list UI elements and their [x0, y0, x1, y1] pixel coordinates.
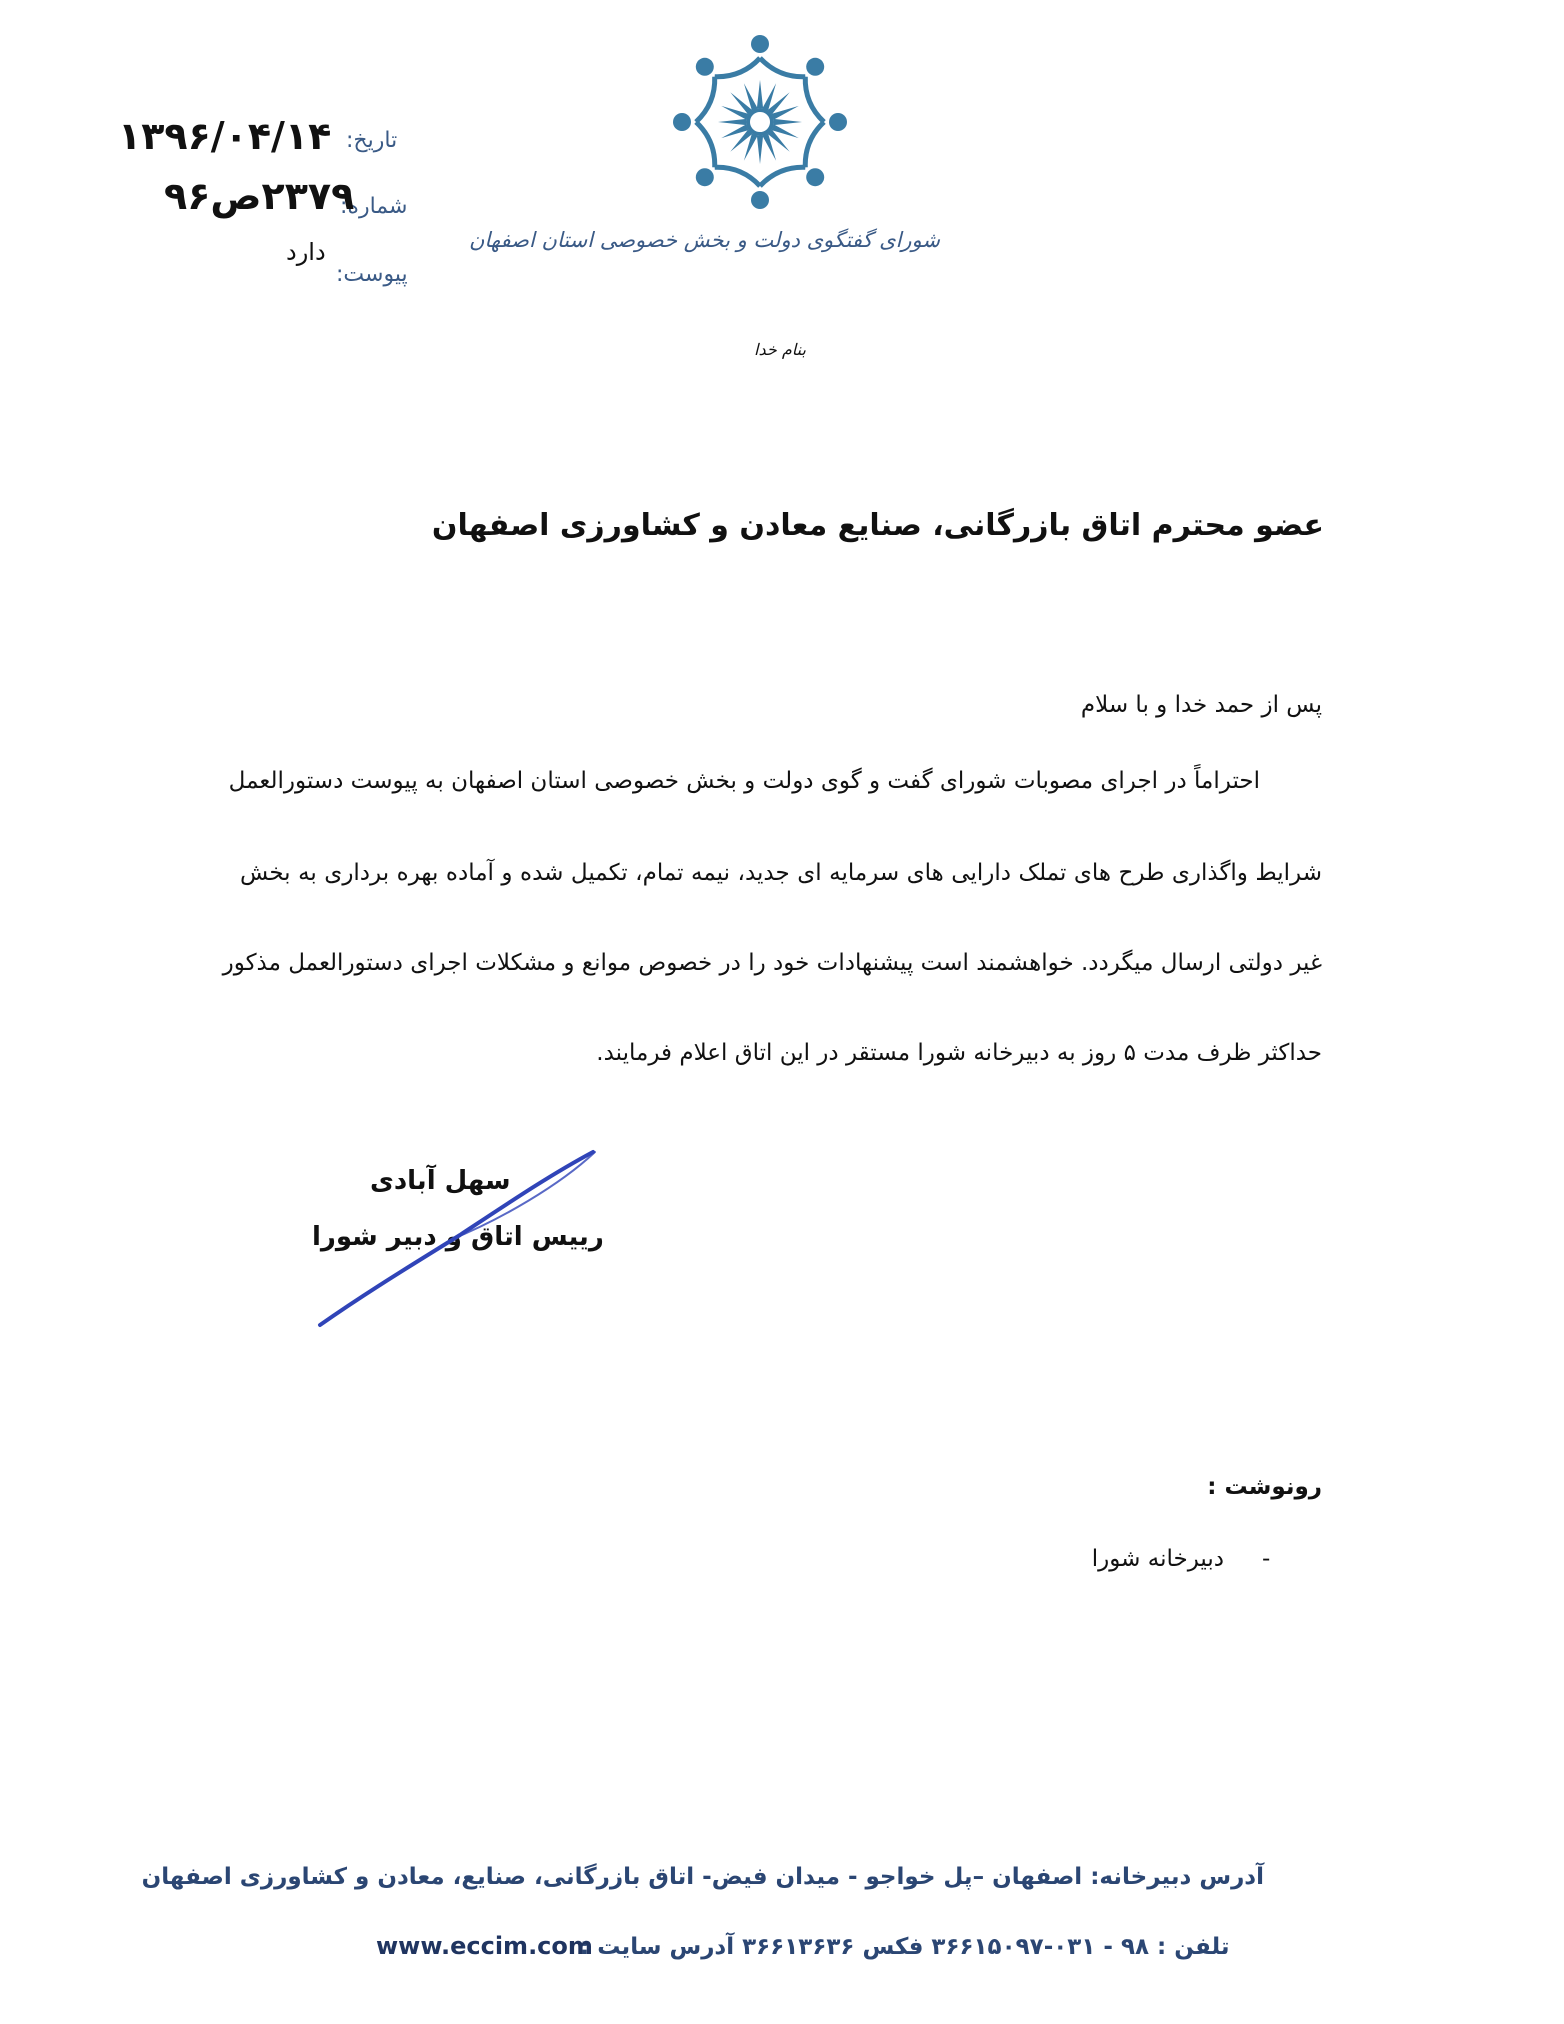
body-line-1: احتراماً در اجرای مصوبات شورای گفت و گوی دولت و بخش خصوصی استان اصفهان به پیوست دستورالعمل — [228, 768, 1260, 794]
greeting: پس از حمد خدا و با سلام — [1080, 692, 1322, 718]
date-label: تاریخ: — [346, 128, 398, 153]
number-label: شماره: — [340, 194, 408, 219]
footer-contact: تلفن : ۹۸ - ۰۳۱-۳۶۶۱۵۰۹۷ فکس ۳۶۶۱۳۶۳۶ آدرس سایت : — [580, 1934, 1230, 1960]
attachment-label: پیوست: — [336, 262, 408, 287]
attachment-value: دارد — [286, 238, 326, 266]
date-value: ۱۳۹۶/۰۴/۱۴ — [118, 114, 332, 158]
number-value: ۲۳۷۹ص۹۶ — [164, 174, 355, 218]
body-line-2: شرایط واگذاری طرح های تملک دارایی های سرمایه ای جدید، نیمه تمام، تکمیل شده و آماده بهره برداری به بخش — [240, 860, 1322, 886]
signatory-title: رییس اتاق و دبیر شورا — [312, 1222, 604, 1252]
cc-item: دبیرخانه شورا — [1091, 1546, 1224, 1572]
signatory-name: سهل آبادی — [370, 1166, 511, 1196]
bismillah: بنام خدا — [754, 340, 806, 359]
cc-label: رونوشت : — [1207, 1474, 1322, 1500]
recipient-heading: عضو محترم اتاق بازرگانی، صنایع معادن و کشاورزی اصفهان — [431, 508, 1324, 543]
organization-name: شورای گفتگوی دولت و بخش خصوصی استان اصفهان — [468, 228, 940, 252]
body-line-4: حداکثر ظرف مدت ۵ روز به دبیرخانه شورا مستقر در این اتاق اعلام فرمایند. — [596, 1040, 1322, 1066]
footer-address: آدرس دبیرخانه: اصفهان –پل خواجو - میدان فیض- اتاق بازرگانی، صنایع، معادن و کشاورزی اصفهان — [141, 1864, 1264, 1890]
footer-website-link[interactable]: www.eccim.com — [376, 1932, 593, 1960]
handwritten-signature — [300, 1140, 620, 1340]
council-rosette-logo — [660, 22, 860, 222]
cc-bullet: - — [1262, 1546, 1271, 1572]
body-line-3: غیر دولتی ارسال میگردد. خواهشمند است پیشنهادات خود را در خصوص موانع و مشکلات اجرای دستورالعمل مذکور — [222, 950, 1322, 976]
